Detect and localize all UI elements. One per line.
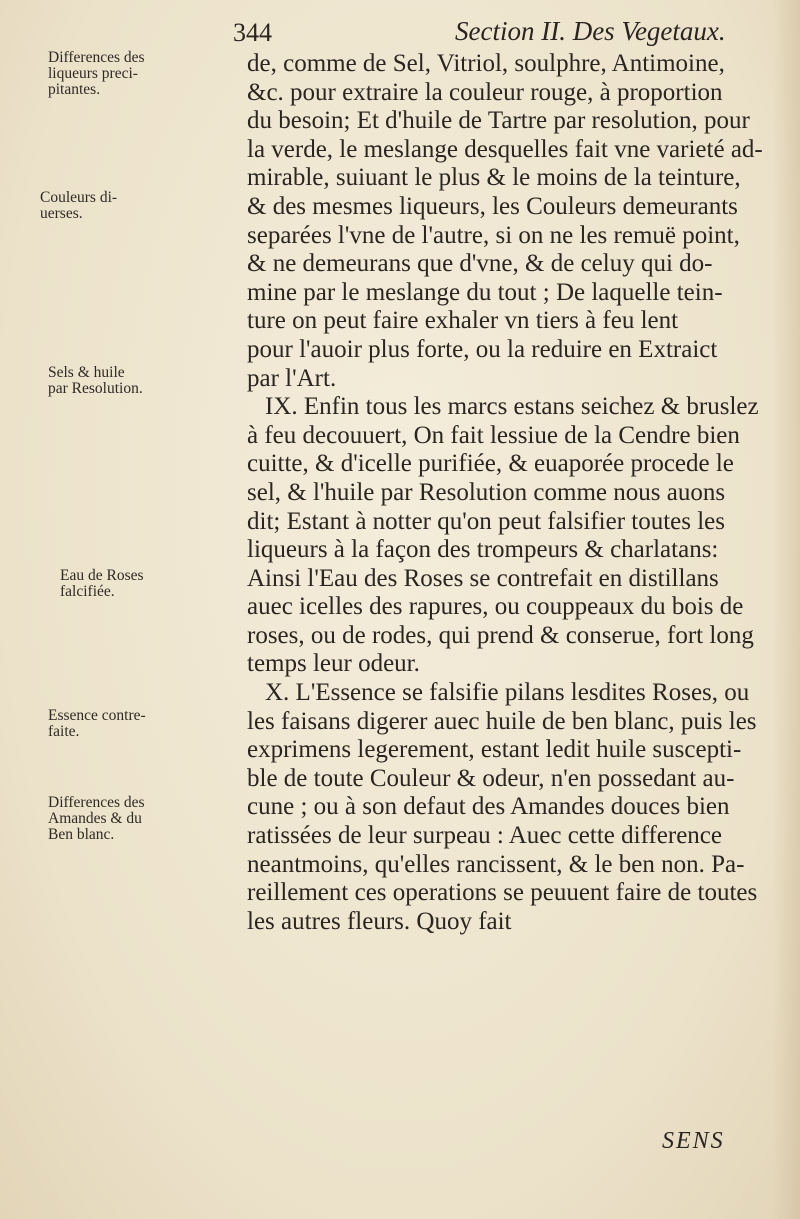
text-line: les autres fleurs. Quoy fait	[247, 907, 512, 935]
body-text	[247, 50, 787, 936]
text-line: liqueurs à la façon des trompeurs & charlatans:	[247, 536, 719, 564]
text-line: sel, & l'huile par Resolution comme nous auons	[247, 478, 726, 506]
margin-note-sels-huile: Sels & huile par Resolution.	[48, 364, 143, 397]
text-line: la verde, le meslange desquelles fait vne varieté ad-	[247, 135, 763, 163]
text-line: exprimens legerement, estant ledit huile suscepti-	[247, 736, 742, 764]
text-line: cune ; ou à son defaut des Amandes douces bien	[247, 793, 730, 821]
text-line: &c. pour extraire la couleur rouge, à proportion	[247, 78, 723, 106]
text-line: separées l'vne de l'autre, si on ne les remuë point,	[247, 221, 740, 249]
margin-note-essence-contrefaite: Essence contre- faite.	[48, 707, 146, 740]
text-line: & ne demeurans que d'vne, & de celuy qui do-	[247, 250, 713, 278]
text-line: dit; Estant à notter qu'on peut falsifier toutes les	[247, 507, 726, 535]
text-line: neantmoins, qu'elles rancissent, & le ben non. Pa-	[247, 850, 745, 878]
margin-note-differences-amandes: Differences des Amandes & du Ben blanc.	[48, 794, 145, 843]
page-header	[0, 12, 800, 52]
text-line: & des mesmes liqueurs, les Couleurs demeurants	[247, 192, 738, 220]
page-edge-shadow	[772, 0, 800, 1219]
text-line: ratissées de leur surpeau : Auec cette difference	[247, 822, 722, 850]
text-line: à feu decouuert, On fait lessiue de la Cendre bien	[247, 421, 740, 449]
catchword: SENS	[662, 1128, 725, 1154]
text-line: temps leur odeur.	[247, 650, 420, 678]
section-ix-start: IX. Enfin tous les marcs estans seichez & bruslez	[265, 393, 759, 421]
text-line: les faisans digerer auec huile de ben blanc, puis les	[247, 707, 757, 735]
text-line: roses, ou de rodes, qui prend & conserue, fort long	[247, 621, 754, 649]
text-line: Ainsi l'Eau des Roses se contrefait en distillans	[247, 564, 719, 592]
text-line: ble de toute Couleur & odeur, n'en possedant au-	[247, 764, 735, 792]
page-number: 344	[233, 18, 272, 47]
text-line: par l'Art.	[247, 364, 337, 392]
margin-note-eau-de-roses: Eau de Roses falcifiée.	[60, 567, 144, 600]
text-line: de, comme de Sel, Vitriol, soulphre, Antimoine,	[247, 50, 725, 77]
running-title: Section II. Des Vegetaux.	[455, 16, 726, 46]
text-line: mirable, suiuant le plus & le moins de la teinture,	[247, 164, 741, 192]
text-line: auec icelles des rapures, ou couppeaux du bois de	[247, 593, 744, 621]
text-line: pour l'auoir plus forte, ou la reduire en Extraict	[247, 335, 718, 363]
margin-note-couleurs-diverses: Couleurs di- uerses.	[40, 189, 118, 222]
section-x-start: X. L'Essence se falsifie pilans lesdites Roses, ou	[265, 679, 750, 707]
text-line: cuitte, & d'icelle purifiée, & euaporée procede le	[247, 450, 734, 478]
text-line: reillement ces operations se peuuent faire de toutes	[247, 879, 758, 907]
text-line: ture on peut faire exhaler vn tiers à feu lent	[247, 307, 679, 335]
margin-note-differences-liqueurs: Differences des liqueurs preci- pitantes.	[48, 49, 145, 98]
text-line: mine par le meslange du tout ; De laquelle tein-	[247, 278, 723, 306]
text-line: du besoin; Et d'huile de Tartre par resolution, pour	[247, 107, 750, 135]
